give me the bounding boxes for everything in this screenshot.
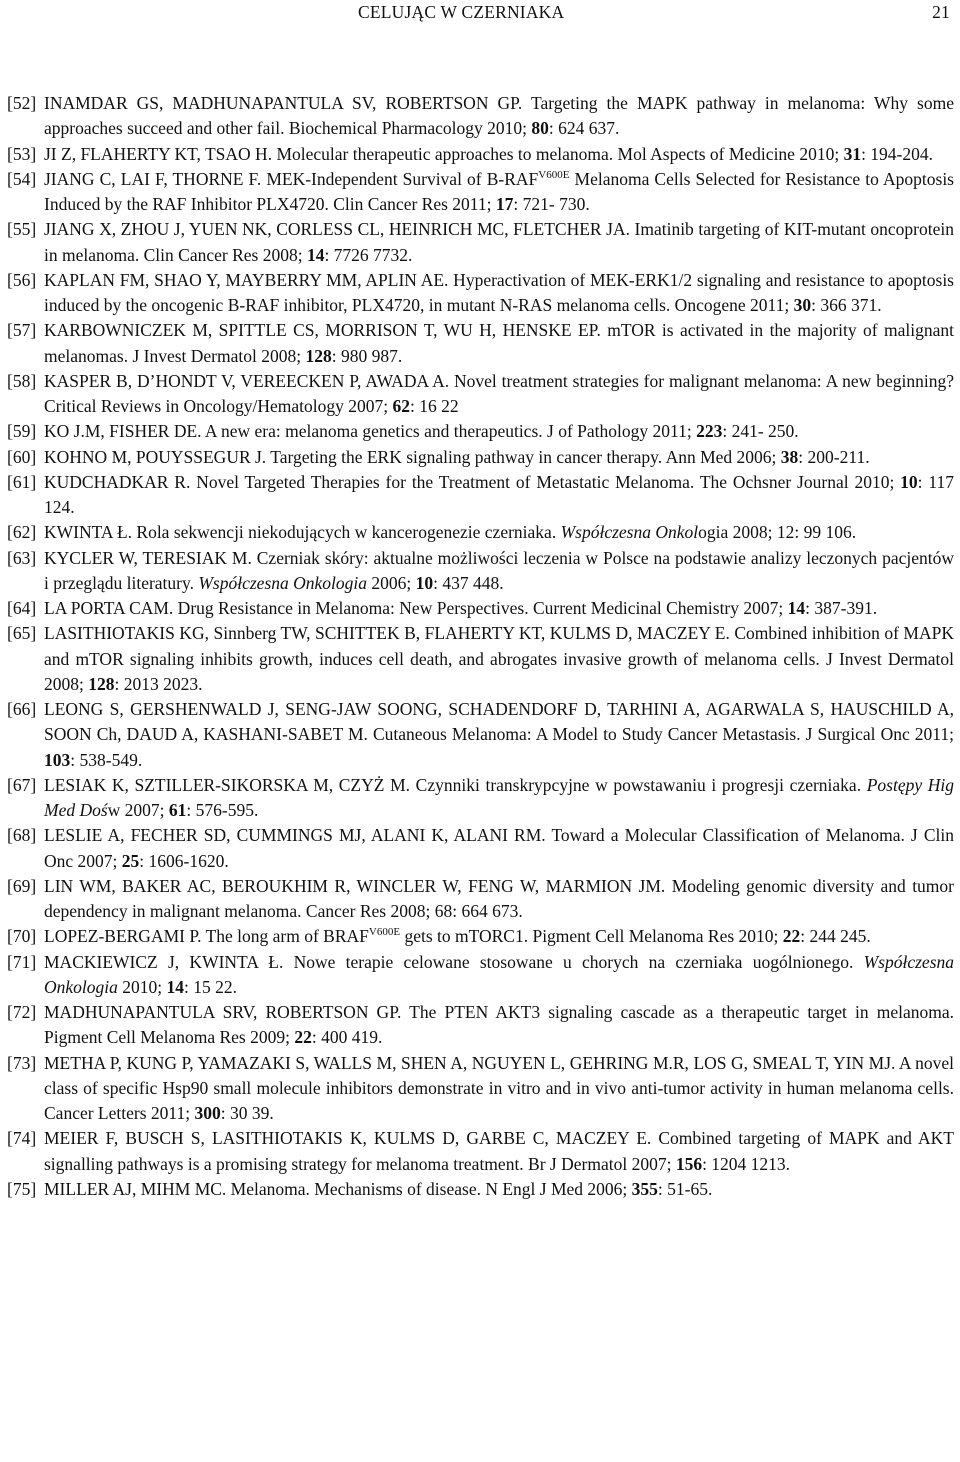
reference-volume: 38 [780, 446, 799, 467]
reference-volume: 80 [531, 118, 549, 139]
reference-number: [64] [7, 598, 37, 618]
reference-item [7, 1126, 954, 1177]
reference-item [7, 167, 954, 218]
reference-volume: 14 [787, 598, 806, 618]
reference-number: [73] [7, 1052, 37, 1073]
reference-text [44, 623, 954, 694]
reference-fragment: : 194-204. [861, 143, 934, 164]
reference-number: [65] [7, 623, 37, 644]
reference-volume: 22 [294, 1027, 312, 1048]
reference-item [7, 445, 954, 470]
reference-item [7, 520, 954, 545]
reference-text [44, 219, 954, 264]
reference-item [7, 874, 954, 925]
reference-item [7, 419, 954, 444]
reference-volume: 156 [675, 1153, 703, 1174]
reference-volume: 61 [168, 800, 187, 820]
reference-fragment: KWINTA Ł. Rola sekwencji niekodujących w kancerogenezie czerniaka. [44, 522, 561, 543]
reference-item [7, 1000, 954, 1051]
reference-volume: 10 [415, 572, 434, 593]
reference-fragment: : 576-595. [186, 800, 259, 820]
reference-fragment: LESIAK K, SZTILLER-SIKORSKA M, CZYŻ M. Czynniki transkrypcyjne w powstawaniu i progresji czerniaka. [44, 774, 867, 795]
reference-volume: 17 [495, 194, 514, 214]
reference-fragment: KAPLAN FM, SHAO Y, MAYBERRY MM, APLIN AE. Hyperactivation of MEK-ERK1/2 signaling and resistance to apoptosis induced by the oncogenic B-RAF inhibitor, PLX4720, in mutant N-RAS melanoma cells. Oncogene 2011; [44, 269, 954, 315]
reference-item [7, 268, 954, 319]
reference-fragment: 2010; [117, 976, 167, 997]
reference-volume: 62 [392, 396, 410, 416]
reference-item [7, 470, 954, 521]
reference-fragment: : 366 371. [811, 295, 882, 315]
reference-item [7, 318, 954, 369]
reference-volume: 10 [900, 471, 918, 492]
reference-fragment: : 980 987. [331, 345, 403, 366]
reference-volume: 14 [166, 976, 185, 997]
reference-number: [72] [7, 1002, 37, 1022]
reference-number: [74] [7, 1128, 37, 1149]
reference-fragment: KOHNO M, POUYSSEGUR J. Targeting the ERK signaling pathway in cancer therapy. Ann Med 2006; [44, 446, 781, 467]
reference-volume: 30 [793, 295, 812, 315]
reference-number: [54] [7, 168, 37, 189]
reference-text [44, 876, 954, 921]
reference-volume: 103 [44, 749, 71, 770]
reference-fragment: : 15 22. [184, 976, 238, 997]
running-header [0, 2, 960, 26]
reference-fragment: : 400 419. [311, 1027, 383, 1048]
reference-fragment: KASPER B, D’HONDT V, VEREECKEN P, AWADA A. Novel treatment strategies for malignant melanoma: A new beginning? Critical Reviews in Oncology/Hematology 2007; [44, 370, 954, 416]
reference-text [44, 270, 954, 315]
reference-fragment: LESLIE A, FECHER SD, CUMMINGS MJ, ALANI K, ALANI RM. Toward a Molecular Classification of Melanoma. J Clin Onc 2007; [44, 825, 954, 871]
reference-text [44, 775, 954, 820]
reference-fragment: : 624 637. [548, 118, 620, 139]
reference-fragment: ogia 2008; 12: 99 106. [698, 522, 857, 543]
reference-fragment: JIANG C, LAI F, THORNE F. MEK-Independent Survival of B-RAF [44, 168, 539, 189]
reference-item [7, 697, 954, 773]
reference-number: [53] [7, 143, 37, 164]
reference-volume: 31 [843, 143, 862, 164]
reference-text [44, 1179, 712, 1199]
reference-fragment: : 1606-1620. [139, 850, 229, 871]
reference-item [7, 369, 954, 420]
reference-volume: 223 [696, 421, 723, 442]
reference-fragment: MEIER F, BUSCH S, LASITHIOTAKIS K, KULMS D, GARBE C, MACZEY E. Combined targeting of MAPK and AKT signalling pathways is a promising strategy for melanoma treatment. Br J Dermatol 2007; [44, 1128, 954, 1174]
reference-number: [68] [7, 825, 37, 846]
reference-fragment: : 241- 250. [722, 421, 799, 442]
mutation-superscript: V600E [538, 168, 570, 181]
reference-text [44, 926, 871, 946]
reference-number: [52] [7, 93, 37, 113]
reference-fragment: : 2013 2023. [114, 673, 203, 694]
reference-fragment: KYCLER W, TERESIAK M. Czerniak skóry: aktualne możliwości leczenia w Polsce na podstawie analizy leczonych pacjentów i przeglądu literatury. [44, 547, 954, 593]
reference-text [44, 447, 870, 467]
reference-fragment: MACKIEWICZ J, KWINTA Ł. Nowe terapie celowane stosowane u chorych na czerniaka uogólnionego. [44, 951, 864, 972]
reference-fragment: gets to mTORC1. Pigment Cell Melanoma Res 2010; [400, 926, 783, 947]
reference-fragment: JIANG X, ZHOU J, YUEN NK, CORLESS CL, HEINRICH MC, FLETCHER JA. Imatinib targeting of KIT-mutant oncoprotein in melanoma. Clin Cancer Res 2008; [44, 219, 954, 265]
reference-volume: 128 [88, 673, 115, 694]
mutation-superscript: V600E [368, 926, 401, 939]
reference-number: [59] [7, 421, 37, 442]
reference-text [44, 93, 954, 138]
reference-item [7, 217, 954, 268]
reference-fragment: METHA P, KUNG P, YAMAZAKI S, WALLS M, SHEN A, NGUYEN L, GEHRING M.R, LOS G, SMEAL T, YIN MJ. A novel class of specific Hsp90 small molecule inhibitors demonstrate in vitro and in vivo anti-tumor activity in human melanoma cells. Cancer Letters 2011; [44, 1052, 954, 1123]
reference-journal: Postępy Hig Med Doś [44, 774, 954, 820]
reference-fragment: KARBOWNICZEK M, SPITTLE CS, MORRISON T, WU H, HENSKE EP. mTOR is activated in the majority of malignant melanomas. J Invest Dermatol 2008; [44, 320, 954, 366]
reference-item [7, 823, 954, 874]
reference-number: [75] [7, 1178, 37, 1199]
reference-fragment: LIN WM, BAKER AC, BEROUKHIM R, WINCLER W, FENG W, MARMION JM. Modeling genomic diversity and tumor dependency in malignant melanoma. Cancer Res 2008; 68: 664 673. [44, 875, 954, 921]
reference-fragment: : 117 124. [44, 471, 954, 517]
reference-text [44, 472, 954, 517]
reference-fragment: : 437 448. [433, 572, 504, 593]
reference-volume: 128 [305, 345, 332, 366]
reference-number: [61] [7, 471, 37, 492]
reference-fragment: KO J.M, FISHER DE. A new era: melanoma genetics and therapeutics. J of Pathology 2011; [44, 421, 697, 442]
reference-fragment: : 1204 1213. [702, 1153, 791, 1174]
reference-volume: 14 [306, 244, 325, 265]
reference-volume: 25 [121, 850, 140, 871]
reference-text [44, 421, 799, 441]
reference-item [7, 596, 954, 621]
reference-number: [71] [7, 951, 37, 972]
reference-item [7, 1177, 954, 1202]
reference-item [7, 773, 954, 824]
reference-text [44, 825, 954, 870]
reference-number: [60] [7, 446, 37, 467]
reference-item [7, 546, 954, 597]
reference-journal: Współczesna Onkologia [44, 951, 954, 997]
reference-number: [67] [7, 774, 37, 795]
reference-text [44, 1128, 954, 1173]
reference-volume: 355 [631, 1178, 658, 1199]
reference-list [7, 91, 954, 1202]
reference-number: [56] [7, 269, 37, 290]
reference-text [44, 320, 954, 365]
reference-fragment: KUDCHADKAR R. Novel Targeted Therapies for the Treatment of Metastatic Melanoma. The Ochsner Journal 2010; [44, 471, 901, 492]
reference-text [44, 548, 954, 593]
reference-text [44, 598, 877, 618]
reference-fragment: : 244 245. [800, 926, 871, 947]
reference-fragment: JI Z, FLAHERTY KT, TSAO H. Molecular therapeutic approaches to melanoma. Mol Aspects of Medicine 2010; [44, 143, 844, 164]
reference-fragment: : 16 22 [410, 396, 459, 416]
reference-volume: 22 [782, 926, 801, 947]
reference-fragment: MADHUNAPANTULA SRV, ROBERTSON GP. The PTEN AKT3 signaling cascade as a therapeutic target in melanoma. Pigment Cell Melanoma Res 2009; [44, 1002, 954, 1048]
reference-text [44, 169, 954, 214]
reference-text [44, 522, 856, 542]
reference-fragment: : 538-549. [70, 749, 143, 770]
reference-number: [70] [7, 926, 37, 947]
reference-number: [62] [7, 522, 37, 543]
reference-text [44, 952, 954, 997]
reference-fragment: : 30 39. [220, 1103, 274, 1123]
reference-text [44, 144, 933, 164]
reference-number: [66] [7, 699, 37, 719]
reference-fragment: : 200-211. [798, 446, 870, 467]
reference-journal: Współczesna Onkol [560, 522, 699, 543]
reference-item [7, 924, 954, 949]
reference-fragment: : 721- 730. [513, 194, 590, 214]
reference-item [7, 1051, 954, 1127]
running-title: CELUJĄC W CZERNIAKA [358, 2, 565, 22]
reference-number: [55] [7, 219, 37, 240]
reference-text [44, 1053, 954, 1124]
reference-volume: 300 [194, 1103, 221, 1123]
reference-fragment: MILLER AJ, MIHM MC. Melanoma. Mechanisms of disease. N Engl J Med 2006; [44, 1178, 632, 1199]
reference-item [7, 621, 954, 697]
reference-number: [63] [7, 547, 37, 568]
page-number: 21 [932, 2, 950, 22]
reference-fragment: LEONG S, GERSHENWALD J, SENG-JAW SOONG, SCHADENDORF D, TARHINI A, AGARWALA S, HAUSCHILD A, SOON Ch, DAUD A, KASHANI-SABET M. Cutaneous Melanoma: A Model to Study Cancer Metastasis. J Surgical Onc 2011; [44, 699, 954, 745]
reference-number: [58] [7, 370, 37, 391]
reference-number: [69] [7, 875, 37, 896]
reference-fragment: LASITHIOTAKIS KG, Sinnberg TW, SCHITTEK B, FLAHERTY KT, KULMS D, MACZEY E. Combined inhibition of MAPK and mTOR signaling inhibits growth, induces cell death, and abrogates invasive growth of melanoma cells. J Invest Dermatol 2008; [44, 623, 954, 694]
reference-fragment: Melanoma Cells Selected for Resistance to Apoptosis Induced by the RAF Inhibitor PLX4720. Clin Cancer Res 2011; [44, 168, 954, 214]
reference-fragment: w 2007; [107, 800, 169, 820]
reference-text [44, 1002, 954, 1047]
reference-item [7, 950, 954, 1001]
reference-text [44, 371, 954, 416]
reference-fragment: : 51-65. [657, 1178, 713, 1199]
reference-fragment: : 387-391. [805, 598, 878, 618]
reference-fragment: : 7726 7732. [324, 244, 413, 265]
reference-item [7, 91, 954, 142]
reference-fragment: INAMDAR GS, MADHUNAPANTULA SV, ROBERTSON GP. Targeting the MAPK pathway in melanoma: Why some approaches succeed and other fail. Biochemical Pharmacology 2010; [44, 93, 954, 139]
reference-fragment: 2006; [367, 572, 416, 593]
reference-number: [57] [7, 320, 37, 341]
reference-text [44, 699, 954, 770]
reference-item [7, 142, 954, 167]
reference-fragment: LOPEZ-BERGAMI P. The long arm of BRAF [44, 926, 369, 947]
reference-fragment: LA PORTA CAM. Drug Resistance in Melanoma: New Perspectives. Current Medicinal Chemistry 2007; [44, 598, 788, 618]
reference-journal: Współczesna Onkologia [198, 572, 368, 593]
